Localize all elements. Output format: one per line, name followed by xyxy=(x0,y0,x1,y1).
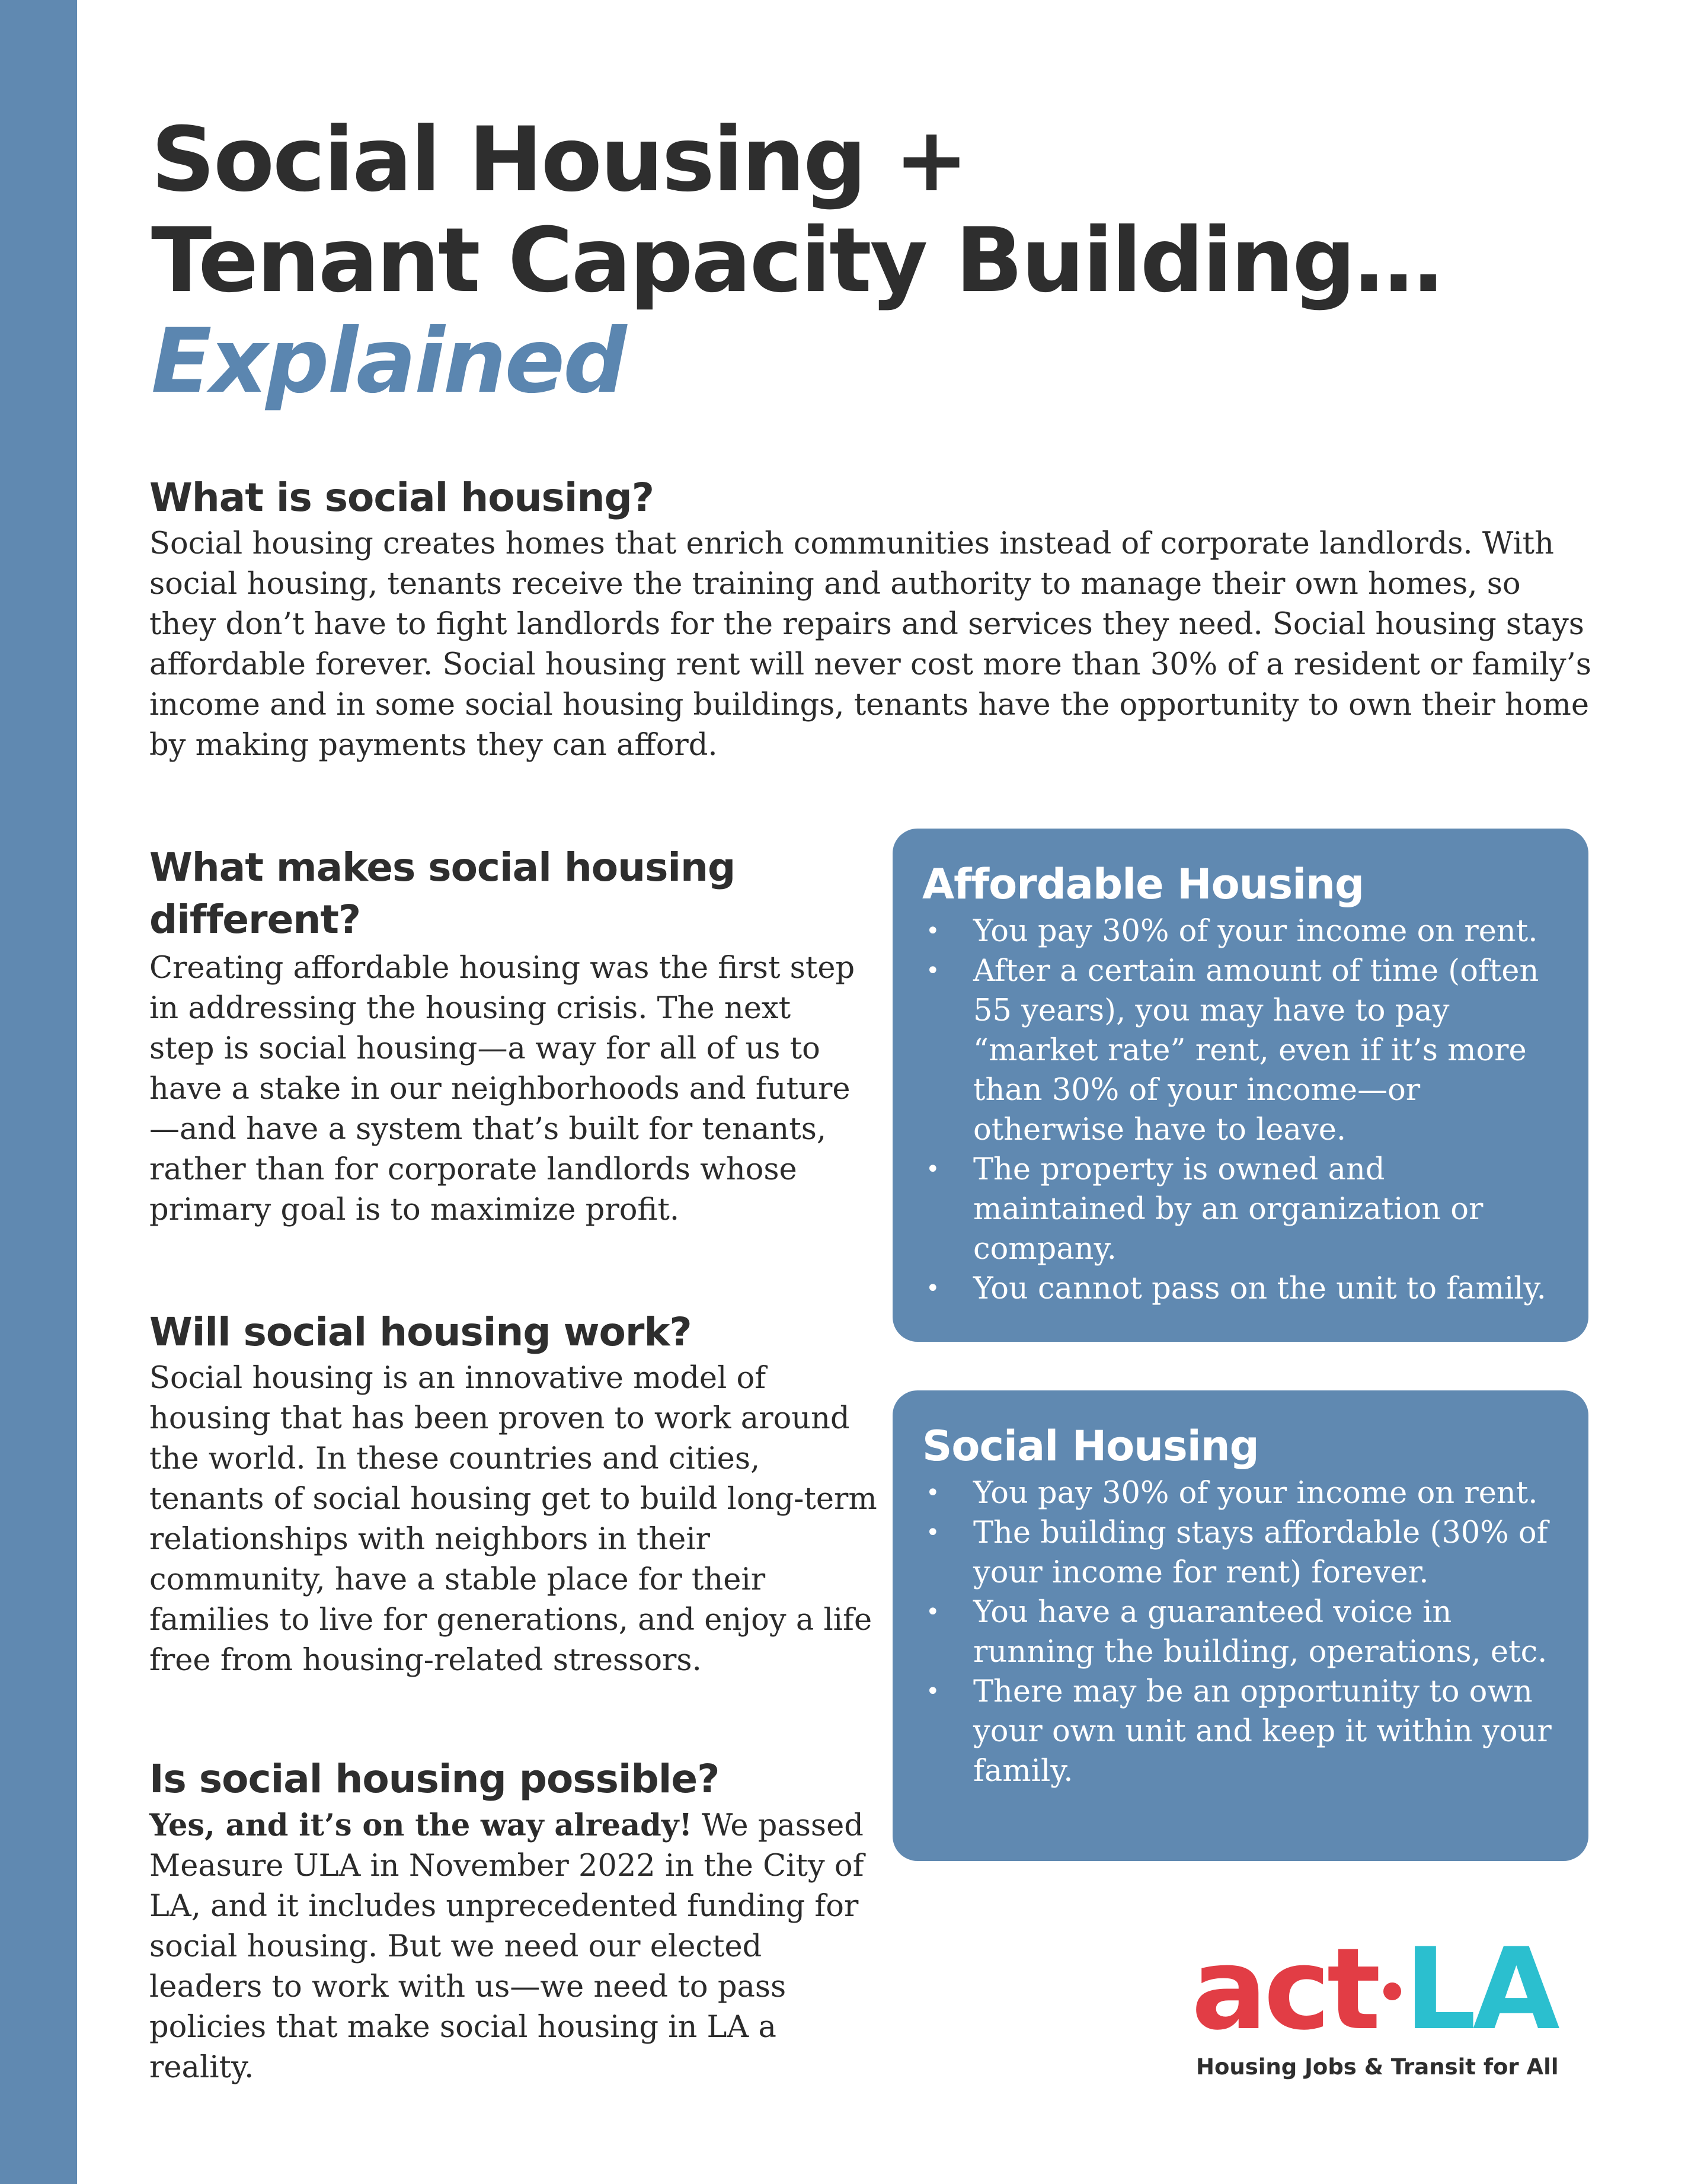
heading-what-is-social-housing: What is social housing? xyxy=(149,475,654,520)
title-line-1: Social Housing + xyxy=(151,108,967,212)
list-item xyxy=(922,1150,1559,1269)
bullet-icon: • xyxy=(926,1678,940,1705)
logo-dot-icon xyxy=(1383,1982,1401,2000)
bullet-icon: • xyxy=(926,1598,940,1626)
social-housing-title: Social Housing xyxy=(922,1422,1259,1470)
list-item-text: The property is owned and maintained by an organization or company. xyxy=(973,1152,1484,1267)
list-item xyxy=(922,1672,1559,1791)
list-item-text: The building stays affordable (30% of your income for rent) forever. xyxy=(973,1515,1548,1590)
list-item xyxy=(922,1473,1559,1513)
paragraph-lead-bold: Yes, and it’s on the way already! xyxy=(149,1808,692,1843)
logo-act: act xyxy=(1191,1924,1377,2055)
list-item-text: You pay 30% of your income on rent. xyxy=(973,914,1538,949)
heading-is-it-possible: Is social housing possible? xyxy=(149,1756,720,1802)
logo-wordmark xyxy=(1191,1924,1571,2055)
bullet-icon: • xyxy=(926,1479,940,1507)
heading-will-it-work: Will social housing work? xyxy=(149,1309,692,1355)
list-item xyxy=(922,912,1559,951)
title-line-3: Explained xyxy=(151,310,625,413)
list-item-text: You have a guaranteed voice in running the building, operations, etc. xyxy=(973,1595,1548,1670)
affordable-housing-title: Affordable Housing xyxy=(922,860,1364,909)
paragraph-what-makes-different: Creating affordable housing was the first step in addressing the housing crisis. The next step is social housing—a way for all of us to have a stake in our neighborhoods and future—and have a system that’s built for tenants, rather than for corporate landlords whose primary goal is to maximize profit. xyxy=(149,951,855,1227)
list-item-text: You cannot pass on the unit to family. xyxy=(973,1271,1546,1306)
act-la-logo xyxy=(1191,1924,1571,2080)
list-item xyxy=(922,1269,1559,1309)
left-accent-bar xyxy=(0,0,77,2184)
bullet-icon: • xyxy=(926,957,940,984)
list-item-text: There may be an opportunity to own your own unit and keep it within your family. xyxy=(973,1674,1552,1789)
social-housing-card xyxy=(893,1390,1588,1861)
affordable-housing-card xyxy=(893,829,1588,1342)
bullet-icon: • xyxy=(926,917,940,945)
logo-tagline: Housing Jobs & Transit for All xyxy=(1196,2054,1559,2080)
list-item-text: After a certain amount of time (often 55 years), you may have to pay “market rate” rent, even if it’s more than 30% of your income—or otherwise have to leave. xyxy=(973,954,1539,1147)
logo-la: LA xyxy=(1404,1924,1556,2055)
affordable-housing-list xyxy=(922,912,1559,1309)
paragraph-is-it-possible xyxy=(149,1805,878,2088)
paragraph-rest: We passed Measure ULA in November 2022 in the City of LA, and it includes unprecedented funding for social housing. But we need our elected leaders to work with us—we need to pass policies that make social housing in LA a reality. xyxy=(149,1808,864,2085)
bullet-icon: • xyxy=(926,1519,940,1546)
list-item xyxy=(922,1513,1559,1593)
list-item xyxy=(922,951,1559,1150)
heading-what-makes-different: What makes social housing different? xyxy=(149,845,736,942)
list-item-text: You pay 30% of your income on rent. xyxy=(973,1476,1538,1511)
page-title xyxy=(151,110,1441,412)
bullet-icon: • xyxy=(926,1156,940,1183)
bullet-icon: • xyxy=(926,1275,940,1302)
list-item xyxy=(922,1593,1559,1672)
title-line-2: Tenant Capacity Building… xyxy=(151,209,1441,312)
paragraph-will-it-work: Social housing is an innovative model of housing that has been proven to work around the world. In these countries and cities, tenants of social housing get to build long-term relationships with neighbors in their community, have a stable place for their families to live for generations, and enjoy a life free from housing-related stressors. xyxy=(149,1361,877,1678)
social-housing-list xyxy=(922,1473,1559,1791)
paragraph-what-is-social-housing: Social housing creates homes that enrich communities instead of corporate landlords. With social housing, tenants receive the training and authority to manage their own homes, so they don’t have to fight landlords for the repairs and services they need. Social housing stays affordable forever. Social housing rent will never cost more than 30% of a resident or family’s income and in some social housing buildings, tenants have the opportunity to own their home by making payments they can afford. xyxy=(149,526,1591,763)
